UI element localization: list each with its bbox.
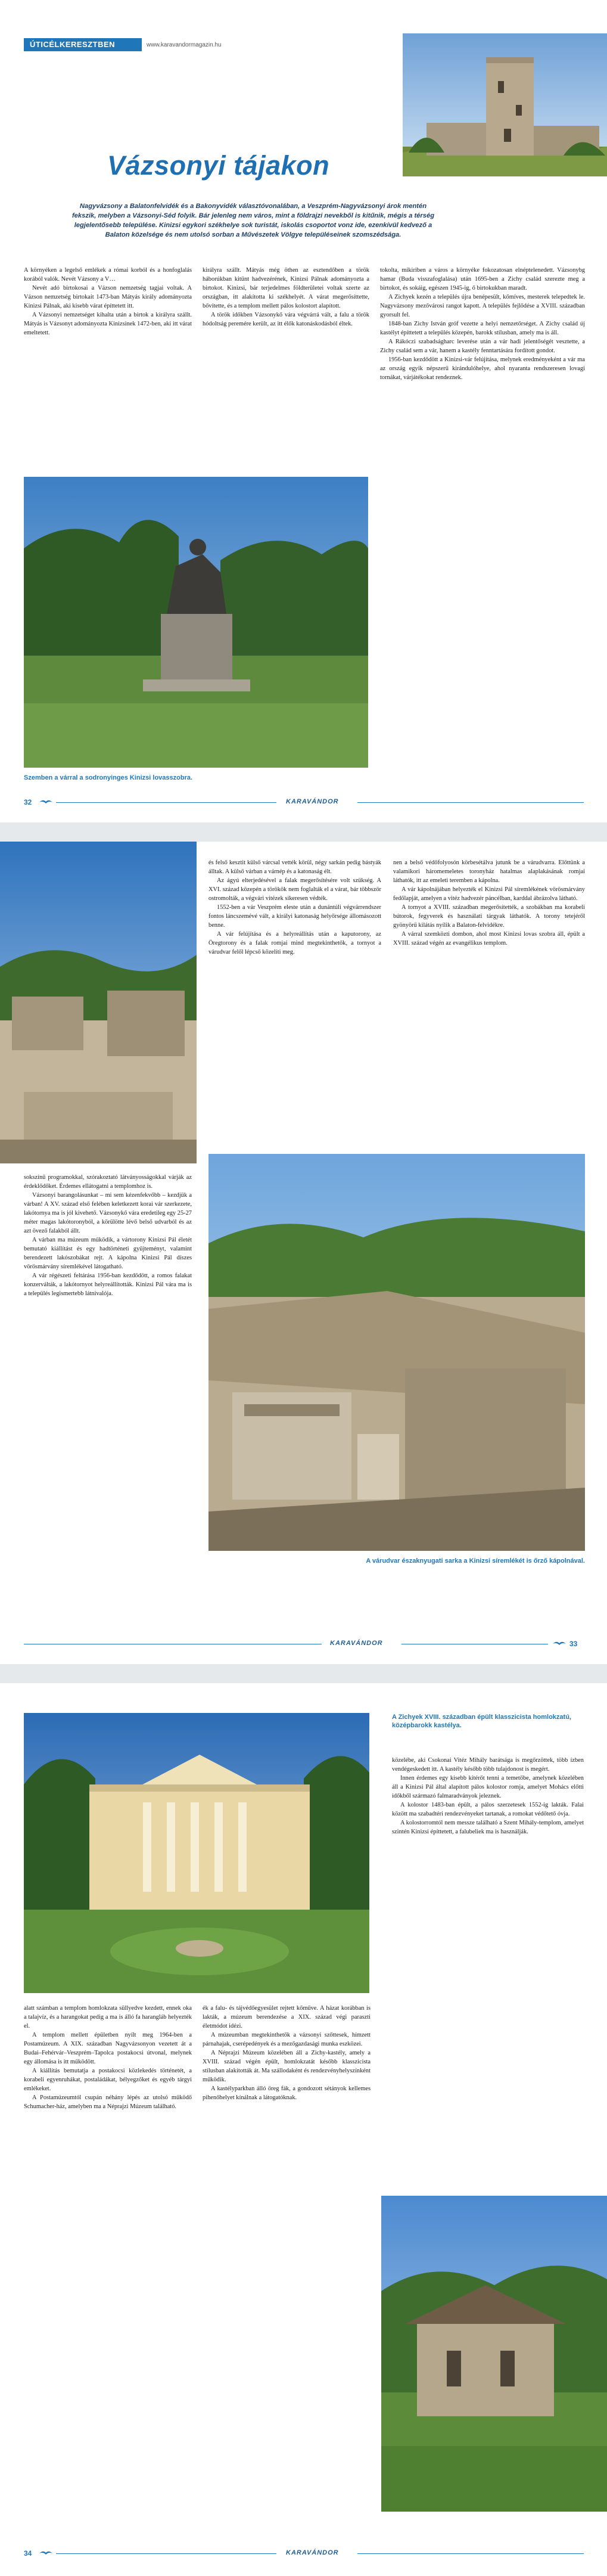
paragraph: alatt számban a templom homlokzata süllyedve kezdett, ennek oka a talajvíz, és a harangokat pedig a ma is álló fa harangláb helyezték el. <box>24 2005 192 2029</box>
brand-name: KARAVÁNDOR <box>286 798 339 805</box>
paragraph: A tornyot a XVIII. században megerősítették, a szobákban ma korabeli bútorok, fegyverek és használati tárgyak láthatók. A torony tetejéről gyönyörű kilátás nyílik a Balaton-felvidékre. <box>393 904 585 929</box>
footer-rule <box>56 2553 276 2554</box>
paragraph: A Vázsonyi nemzetséget kihalta után a birtok a királyra szállt. Mátyás is Vázsonyt adományozta Kinizsinek 1472-ben, aki itt várat emeltetett. <box>24 312 192 336</box>
manor-house-photo <box>24 1713 369 1993</box>
paragraph: Vázsonyi barangolásunkat – mi sem kézenfekvőbb – kezdjük a várban! A XV. század első felében keletkezett korai vár szerkezete, lakótornya ma is jól kivehető. Vázsonykő vára eredetileg egy 25-27 méter magas lakótoronyból, a körülötte lévő belső udvarból és az azt övező falakból állt. <box>24 1192 192 1234</box>
photo-caption: Szemben a várral a sodronyinges Kinizsi lovasszobra. <box>24 774 193 781</box>
statue-photo <box>24 477 368 768</box>
paragraph: A Postamúzeumtól csupán néhány lépés az utolsó működő Schumacher-ház, amelyben ma a Néprajzi Múzeum található. <box>24 2094 192 2110</box>
paragraph: A vár kápolnájában helyezték el Kinizsi Pál síremlékének vörösmárvány fedőlapját, amelyen a vitéz hadvezér páncélban, karddal ábrázolva látható. <box>393 886 585 902</box>
paragraph: A török időkben Vázsonykő vára végvárrá vált, a falu a török hódoltság peremére került, az itt élők katonáskodásból éltek. <box>203 312 369 327</box>
photo-caption: A várudvar északnyugati sarka a Kinizsi síremlékét is őrző kápolnával. <box>366 1557 585 1565</box>
paragraph: királyra szállt. Mátyás még öthen az esztendőben a török háborúkban kitűnt hadvezérének, Kinizsi Pálnak adományozta a birtokot. Kinizsi, bár terjedelmes földterületei voltak szerte az országban, itt alakította ki székhelyét. A várat megerősíttette, bővítette, és a templom mellett pálos kolostort alapított. <box>203 267 369 309</box>
paragraph: Nevét adó birtokosai a Vázson nemzetség tagjai voltak. A Vázson nemzetség birtokait 1473-ban Mátyás király adományozta Kinizsi Pálnak, aki kisebb várat építtetett itt. <box>24 285 192 309</box>
magazine-page-32 <box>0 0 607 823</box>
paragraph: A templom mellett épületben nyílt meg 1964-ben a Postamúzeum. A XIX. században Nagyvázsonyon vezetett át a Budai–Fehérvár–Veszprém–Tapolca postakocsi útvonal, melynek egy állomása is itt működött. <box>24 2032 192 2065</box>
photo-caption: A Zichyek XVIII. században épült klasszicista homlokzatú, középbarokk kastélya. <box>392 1714 571 1729</box>
article-lead: Nagyvázsony a Balatonfelvidék és a Bakonyvidék választóvonalában, a Veszprém-Nagyvázsonyi árok mentén fekszik, melyben a Vázsonyi-Séd folyik. Bár jelenleg nem város, mint a földrajzi nevekből is kitűnik, mégis a térség legjelentősebb települése. Kinizsi egykori székhelye sok turistát, iskolás csoportot vonz ide, ezenkívül kedvező a Balaton közelsége és nem utolsó sorban a Művészetek Völgye településeinek szomszédsága. <box>71 203 435 238</box>
text-column-2 <box>203 266 369 468</box>
text-column-1 <box>24 266 192 492</box>
paragraph: sokszínű programokkal, szórakoztató látványosságokkal várják az érdeklődőket. Érdemes ellátogatni a templomhoz is. <box>24 1174 192 1190</box>
page-number: 33 <box>569 1640 578 1648</box>
text-column-2 <box>208 858 381 1144</box>
page-footer <box>24 796 584 811</box>
courtyard-photo <box>208 1154 585 1551</box>
text-column-3 <box>392 1756 584 2185</box>
page-number: 34 <box>24 2549 32 2558</box>
paragraph: 1956-ban kezdődött a Kinizsi-vár felújítása, melynek eredményeként a vár ma az ország egyik népszerű kirándulóhelye, ahol nyaranta rendszeresen lovagi tornákat, várjátékokat rendeznek. <box>380 356 585 381</box>
paragraph: Innen érdemes egy kisebb kitérőt tenni a temetőbe, amelynek közelében áll a Kinizsi Pál által alapított pálos kolostor romja, amelyet Mohács előtti időkből származó falmaradványok jeleznek. <box>392 1775 584 1799</box>
page-footer <box>24 1638 584 1652</box>
paragraph: A Rákóczi szabadságharc leverése után a vár hadi jelentőségét vesztette, a Zichy család sem a vár, hanem a kastély fenntartására fordított gondot. <box>380 339 585 354</box>
paragraph: A kiállítás bemutatja a postakocsi közlekedés történetét, a korabeli egyenruhákat, postaládákat, bélyegzőket és egyéb tárgyi emlékeket. <box>24 2068 192 2092</box>
section-tab: ÚTICÉLKERESZTBEN <box>24 38 142 51</box>
paragraph: tokolta, mikiriben a város a környéke fokozatosan elnéptelenedett. Vázsonybg hamar (Buda visszafoglalása) után 1695-ben a Zichy család szerezte meg a birtokot, és sokáig, egészen 1945-ig, ő birtokukban maradt. <box>380 267 585 291</box>
paragraph: A vár felújítása és a helyreállítás után a kaputorony, az Öregtorony és a falak romjai mind megtekinthetők, a tornyot a várudvar felől lépcső közelíti meg. <box>208 931 381 955</box>
paragraph: A kolostorromtól nem messze található a Szent Mihály-templom, amelyet szintén Kinizsi építtetett, a falubeliek ma is használják. <box>392 1820 584 1835</box>
brand-name: KARAVÁNDOR <box>286 2549 339 2556</box>
paragraph: A Néprajzi Múzeum közelében áll a Zichy-kastély, amely a XVIII. század végén épült, homlokzatát később klasszicista stílusban alakították át. Ma szállodaként és rendezvényhelyszínként működik. <box>203 2050 371 2083</box>
paragraph: közelébe, aki Csokonai Vitéz Mihály barátsága is megőrzöttek, több ízben vendégeskedett itt. A kastély később több tulajdonost is megért. <box>392 1757 584 1773</box>
page-footer <box>24 2547 584 2562</box>
footer-rule <box>357 802 584 803</box>
brand-name: KARAVÁNDOR <box>330 1640 383 1647</box>
paragraph: 1552-ben a vár Veszprém eleste után a dunántúli végvárrendszer fontos láncszemévé vált, a királyi katonaság helyőrsége állomásozott benne. <box>208 904 381 929</box>
paragraph: ék a falu- és tájvédőegyesület rejtett kőműve. A házat korábban is lakták, a múzeum berendezése a XIX. század végi paraszti életmódot idézi. <box>203 2005 371 2029</box>
bird-icon <box>39 2549 52 2557</box>
paragraph: A kastélyparkban álló öreg fák, a gondozott sétányok kellemes pihenőhelyet kínálnak a látogatóknak. <box>203 2085 371 2101</box>
page-gap <box>0 823 607 842</box>
footer-rule <box>357 2553 584 2554</box>
paragraph: 1848-ban Zichy István gróf vezette a helyi nemzetőrséget. A Zichy család új kastélyt építtetett a település közepén, barokk stílusban, amely ma is áll. <box>380 321 585 336</box>
bird-icon <box>553 1639 566 1647</box>
paragraph: és felső kesztit külső várcsal vették körül, négy sarkán pedig bástyák álltak. A külső várban a várnép és a katonaság élt. <box>208 859 381 875</box>
tower-photo <box>403 33 607 176</box>
paragraph: A vár régészeti feltárása 1956-ban kezdődött, a romos falakat konzerválták, a lakótornyot helyreállították. Kinizsi Pál vára ma is a település legismertebb látnivalója. <box>24 1273 192 1297</box>
text-column-3 <box>380 266 585 790</box>
monastery-ruins-photo <box>381 2196 607 2512</box>
text-column-1 <box>24 2004 192 2510</box>
text-column-1 <box>24 1173 192 1626</box>
page-number: 32 <box>24 798 32 806</box>
paragraph: A várban ma múzeum működik, a vártorony Kinizsi Pál életét bemutató kiállítást és egy hadtörténeti gyűjteményt, valamint berendezett lakószobákat rejt. A kápolna Kinizsi Pál díszes vörösmárvány síremlékével látogatható. <box>24 1237 192 1270</box>
paragraph: A környéken a legelső emlékek a római korból és a honfoglalás korából valók. Nevét Vázsony a V… <box>24 267 192 283</box>
paragraph: A múzeumban megtekinthetők a vázsonyi szőttesek, hímzett párnahajak, cserépedények és a mezőgazdasági munka eszközei. <box>203 2032 371 2047</box>
paragraph: Az ágyú elterjedésével a falak megerősítésére volt szükség. A XVI. század közepén a törökök nem foglalták el a várat, bár többször ostromolták, a végvári vitézek sikeresen védték. <box>208 877 381 902</box>
article-title: Vázsonyi tájakon <box>107 150 330 181</box>
paragraph: nen a belső védőfolyosón körbesétálva jutunk be a várudvarra. Előttünk a valamikori háromemeletes toronyház hatalmas alaplakásának romjai láthatók, itt az emeleti teremben a kápolna. <box>393 859 585 884</box>
site-url[interactable]: www.karavandormagazin.hu <box>147 42 222 48</box>
castle-ruins-photo <box>0 842 197 1163</box>
paragraph: A kolostor 1483-ban épült, a pálos szerzetesek 1552-ig lakták. Falai között ma szabadtéri rendezvényeket tartanak, a romokat védőtető óvja. <box>392 1802 584 1817</box>
bird-icon <box>39 797 52 806</box>
text-column-2 <box>203 2004 371 2510</box>
footer-rule <box>56 802 276 803</box>
paragraph: A várral szemközti dombon, ahol most Kinizsi lovas szobra áll, épült a XVIII. század végén az evangélikus templom. <box>393 931 585 946</box>
magazine-page-33 <box>0 842 607 1664</box>
magazine-page-34 <box>0 1683 607 2576</box>
text-column-3 <box>393 858 585 1144</box>
paragraph: A Zichyek kezén a település újra benépesült, kőmíves, mesterek telepedtek le. Nagyvázsony mezővárosi rangot kapott. A település fejlődése a XVIII. században gyorsult fel. <box>380 294 585 318</box>
page-gap <box>0 1664 607 1683</box>
